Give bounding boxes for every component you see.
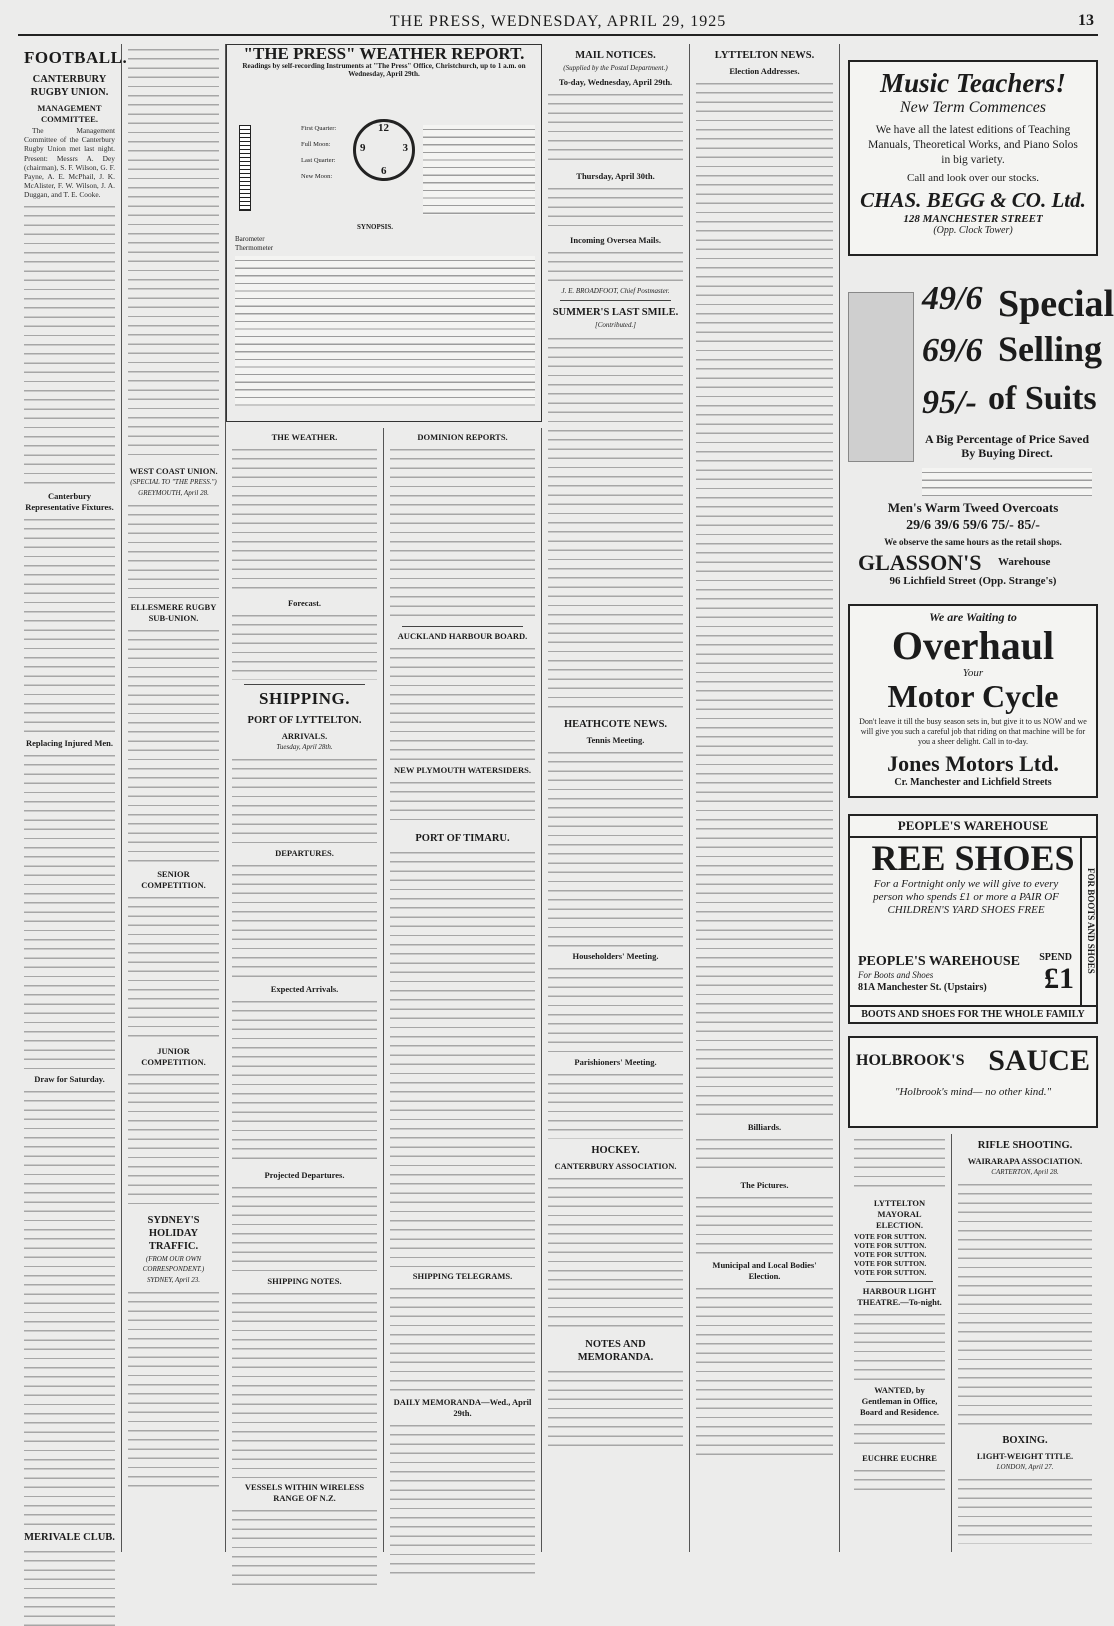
synopsis-title: SYNOPSIS. [357, 223, 393, 231]
moon-phases [301, 125, 347, 181]
article-body [24, 514, 115, 734]
vote-lines [854, 1232, 945, 1277]
shoes-amount: £1 [1044, 962, 1074, 995]
sydney-sub: (FROM OUR OWN CORRESPONDENT.) [142, 1255, 205, 1273]
vote-line: VOTE FOR SUTTON. [854, 1241, 927, 1250]
boxing-sub: LIGHT-WEIGHT TITLE. [976, 1451, 1074, 1462]
vote-line: VOTE FOR SUTTON. [854, 1259, 927, 1268]
shoes-side: FOR BOOTS AND SHOES [1080, 836, 1096, 1006]
peoples-warehouse-ad [848, 814, 1098, 1024]
wireless-heading: VESSELS WITHIN WIRELESS RANGE OF N.Z. [244, 1482, 365, 1504]
boxing-dateline: LONDON, April 27. [996, 1463, 1054, 1472]
classifieds-column [848, 1134, 952, 1552]
telegrams-body [390, 1283, 535, 1393]
article-body [128, 1069, 219, 1209]
new-plymouth-body [390, 777, 535, 827]
mail-incoming: Incoming Oversea Mails. [570, 235, 661, 246]
music-call: Call and look over our stocks. [907, 172, 1039, 184]
rifle-boxing-column [952, 1134, 1098, 1552]
weather-text [235, 256, 535, 406]
memoranda-body [390, 1420, 535, 1580]
weather-title: "THE PRESS" WEATHER REPORT. [243, 44, 525, 63]
municipal-body [696, 1283, 833, 1463]
departures-heading: DEPARTURES. [275, 848, 334, 859]
price-49: 49/6 [922, 280, 983, 317]
wind-dial [353, 119, 415, 181]
column-football [18, 44, 128, 1552]
jones-motors-ad [848, 604, 1098, 798]
west-coast-dateline: GREYMOUTH, April 28. [138, 489, 209, 498]
dial-3: 3 [402, 142, 408, 154]
glassons-addr: 96 Lichfield Street (Opp. Strange's) [889, 575, 1057, 587]
glassons-name: GLASSON'S [858, 550, 982, 575]
arrivals-body [232, 754, 377, 844]
wireless-body [232, 1505, 377, 1585]
barometer-label: Barometer [235, 235, 265, 243]
article-body [128, 625, 219, 865]
lyttelton-body [696, 78, 833, 1118]
sun-data [423, 125, 535, 215]
rifle-dateline: CARTERTON, April 28. [991, 1168, 1059, 1176]
masthead-title: THE PRESS, WEDNESDAY, APRIL 29, 1925 [389, 13, 727, 30]
tweed-overcoats: Men's Warm Tweed Overcoats [887, 500, 1059, 515]
column-football-2 [122, 44, 226, 1552]
hockey-sub: CANTERBURY ASSOCIATION. [554, 1160, 677, 1171]
classified-text [854, 1134, 945, 1194]
special-word: Special [998, 283, 1114, 325]
article-body [24, 1086, 115, 1526]
senior-heading: SENIOR COMPETITION. [141, 869, 206, 891]
merivale-heading: MERIVALE CLUB. [24, 1531, 115, 1543]
committee-heading: MANAGEMENT COMMITTEE. [37, 103, 102, 124]
parishioners-meeting: Parishioners' Meeting. [574, 1056, 657, 1067]
price-saved: A Big Percentage of Price Saved By Buying Direct. [924, 432, 1090, 460]
article-body [24, 750, 115, 1070]
projected-body [232, 1182, 377, 1272]
dominion-table [390, 444, 535, 622]
weather-readings [235, 235, 535, 415]
boxing-heading: BOXING. [1002, 1435, 1048, 1447]
port-lyttelton-heading: PORT OF LYTTELTON. [247, 715, 362, 726]
shoes-addr: 81A Manchester St. (Upstairs) [858, 982, 987, 993]
moto-cycle: Motor Cycle [887, 678, 1059, 714]
football-heading: FOOTBALL. [24, 48, 128, 67]
daily-memoranda-heading: DAILY MEMORANDA—Wed., April 29th. [393, 1397, 532, 1418]
mail-sub: (Supplied by the Postal Department.) [563, 64, 668, 72]
rifle-heading: RIFLE SHOOTING. [977, 1140, 1073, 1151]
heathcote-news-heading: HEATHCOTE NEWS. [563, 718, 668, 730]
shoes-spend: SPEND [1039, 952, 1072, 963]
moto-wait: We are Waiting to [929, 610, 1017, 624]
ellesmere-heading: ELLESMERE RUGBY SUB-UNION. [130, 602, 217, 624]
weather-report [226, 44, 542, 422]
football-subheading: CANTERBURY RUGBY UNION. [30, 74, 109, 98]
boxing-body [958, 1474, 1092, 1544]
moon-last: Last Quarter: [301, 157, 336, 164]
billiards-heading: Billiards. [747, 1122, 782, 1132]
moon-new: New Moon: [301, 173, 333, 180]
shipping-notes-body [232, 1288, 377, 1478]
sauce-brand: HOLBROOK'S [856, 1052, 965, 1069]
shoes-body: For a Fortnight only we will give to every person who spends £1 or more a PAIR OF CHILDREN'S YARD SHOES FREE [873, 878, 1059, 916]
pictures-heading: The Pictures. [740, 1180, 789, 1190]
mail-body [548, 89, 683, 167]
parishioners-body [548, 1069, 683, 1139]
article-body [128, 500, 219, 598]
householders-body [548, 963, 683, 1053]
glassons-warehouse: Warehouse [998, 556, 1051, 568]
weather-note: Readings by self-recording Instruments at "The Press" Office, Christchurch, up to 1 a.m. on Wednesday, April 29th. [242, 61, 526, 79]
music-addr: 128 MANCHESTER STREET [903, 213, 1043, 225]
wanted-text [854, 1419, 945, 1449]
lyttelton-news-heading: LYTTELTON NEWS. [714, 50, 815, 61]
auckland-body [390, 643, 535, 761]
thermometer-graphic [239, 125, 251, 211]
moon-full: Full Moon: [301, 141, 331, 148]
column-mail [542, 44, 690, 1552]
man-illustration [848, 292, 914, 462]
timaru-body [390, 847, 535, 1267]
shoes-firm: PEOPLE'S WAREHOUSE [858, 954, 1020, 969]
moto-body: Don't leave it till the busy season sets in, but give it to us NOW and we will give you such a careful job that riding on that machine will be for you a sheer delight. Call in to-day. [859, 717, 1087, 746]
shipping-notes-heading: SHIPPING NOTES. [267, 1276, 342, 1287]
moto-firm: Jones Motors Ltd. [887, 751, 1059, 776]
port-timaru-heading: PORT OF TIMARU. [415, 833, 510, 844]
thermometer-label: Thermometer [235, 243, 274, 252]
the-weather-heading: THE WEATHER. [271, 432, 338, 442]
same-hours: We observe the same hours as the retail shops. [884, 537, 1062, 547]
expected-heading: Expected Arrivals. [270, 984, 339, 995]
mail-today: To-day, Wednesday, April 29th. [558, 77, 673, 88]
billiards-body [696, 1134, 833, 1176]
dial-9: 9 [360, 142, 366, 154]
column-lyttelton [690, 44, 840, 1552]
column-dominion [384, 428, 542, 1552]
auckland-harbour-heading: AUCKLAND HARBOUR BOARD. [397, 631, 528, 641]
mail-notices-heading: MAIL NOTICES. [575, 50, 656, 61]
hockey-body [548, 1173, 683, 1333]
harbour-text [854, 1309, 945, 1381]
moto-overhaul: Overhaul [891, 623, 1055, 668]
moon-first: First Quarter: [301, 125, 337, 132]
rifle-body [958, 1179, 1092, 1429]
masthead [18, 10, 1098, 36]
contributed-note: [Contributed.] [594, 321, 637, 330]
sauce-word: SAUCE [988, 1044, 1090, 1077]
glassons-suits-ad [848, 262, 1114, 592]
dial-12: 12 [378, 122, 389, 134]
vote-line: VOTE FOR SUTTON. [854, 1268, 927, 1277]
west-coast-sub: (SPECIAL TO "THE PRESS.") [130, 478, 217, 486]
householders-meeting: Householders' Meeting. [572, 950, 659, 961]
tweed-prices: 29/6 39/6 59/6 75/- 85/- [906, 518, 1040, 533]
fixtures-heading: Canterbury Representative Fixtures. [25, 490, 114, 512]
injured-heading: Replacing Injured Men. [26, 737, 113, 748]
projected-heading: Projected Departures. [264, 1170, 345, 1181]
harbour-light-title: HARBOUR LIGHT THEATRE.—To-night. [857, 1286, 942, 1307]
notes-body [548, 1366, 683, 1446]
summer-body [548, 333, 683, 713]
expected-body [232, 996, 377, 1166]
dial-6: 6 [381, 165, 387, 178]
pictures-body [696, 1192, 833, 1256]
vote-line: VOTE FOR SUTTON. [854, 1250, 927, 1259]
west-coast-heading: WEST COAST UNION. [129, 466, 218, 476]
music-sub: New Term Commences [899, 99, 1047, 116]
music-body: We have all the latest editions of Teaching Manuals, Theoretical Works, and Piano Solos in big variety. [868, 124, 1078, 166]
rifle-sub: WAIRARAPA ASSOCIATION. [967, 1156, 1083, 1166]
hockey-heading: HOCKEY. [591, 1144, 640, 1156]
tennis-body [548, 747, 683, 947]
music-firm: CHAS. BEGG & CO. Ltd. [860, 188, 1086, 212]
shipping-heading: SHIPPING. [259, 689, 350, 708]
suits-small-text [922, 468, 1092, 496]
mail-body [548, 183, 683, 231]
municipal-heading: Municipal and Local Bodies' Election. [712, 1260, 817, 1281]
sydney-dateline: SYDNEY, April 23. [147, 1275, 200, 1284]
selling-word: Selling [998, 329, 1103, 369]
notes-memoranda-heading: NOTES AND MEMORANDA. [577, 1338, 654, 1363]
new-plymouth-heading: NEW PLYMOUTH WATERSIDERS. [394, 765, 531, 775]
shoes-firm2: For Boots and Shoes [858, 970, 934, 980]
shoes-free: REE SHOES [871, 838, 1075, 878]
draw-heading: Draw for Saturday. [34, 1073, 105, 1084]
football-lead: The Management Committee of the Canterbury Rugby Union met last night. Present: Messrs A. Dey (chairman), S. F. Wilson, G. F. Payne, A. E. McPhail, J. K. McAlister, F. W. Wilson, J. A. Duggan, and T. E. Cooke. [24, 126, 115, 200]
mail-signoff: J. E. BROADFOOT, Chief Postmaster. [561, 287, 670, 296]
of-suits: of Suits [988, 380, 1097, 417]
euchre-text [854, 1465, 945, 1495]
article-body [24, 1546, 115, 1626]
departures-body [232, 860, 377, 980]
sydney-heading: SYDNEY'S HOLIDAY TRAFFIC. [147, 1215, 200, 1253]
page-number: 13 [1078, 12, 1094, 29]
wanted-title: WANTED, by Gentleman in Office, Board and Residence. [859, 1385, 940, 1417]
price-95: 95/- [922, 384, 977, 421]
forecast-heading: Forecast. [287, 598, 322, 608]
shoes-top: PEOPLE'S WAREHOUSE [850, 816, 1096, 838]
price-69: 69/6 [922, 332, 983, 369]
article-body [128, 1287, 219, 1487]
music-addr2: (Opp. Clock Tower) [933, 225, 1013, 236]
euchre-title: EUCHRE EUCHRE [862, 1453, 937, 1463]
article-body [128, 892, 219, 1042]
summers-last-smile-heading: SUMMER'S LAST SMILE. [552, 307, 679, 319]
tennis-meeting: Tennis Meeting. [586, 734, 645, 745]
sauce-tagline: "Holbrook's mind— no other kind." [894, 1086, 1052, 1098]
music-title: Music Teachers! [880, 68, 1066, 98]
mail-body [548, 247, 683, 287]
arrivals-heading: ARRIVALS. [281, 731, 328, 741]
shipping-telegrams-heading: SHIPPING TELEGRAMS. [412, 1271, 513, 1281]
mail-thursday: Thursday, April 30th. [576, 171, 655, 182]
article-body [128, 44, 219, 462]
shoes-bottom: BOOTS AND SHOES FOR THE WHOLE FAMILY [850, 1005, 1096, 1022]
music-teachers-ad [848, 60, 1098, 256]
moto-addr: Cr. Manchester and Lichfield Streets [894, 777, 1052, 788]
junior-heading: JUNIOR COMPETITION. [141, 1046, 206, 1068]
election-title: LYTTELTON MAYORAL ELECTION. [873, 1198, 926, 1230]
forecast-body [232, 610, 377, 680]
dominion-reports-heading: DOMINION REPORTS. [417, 432, 508, 442]
column-weather-shipping [226, 428, 384, 1552]
weather-table [232, 444, 377, 594]
vote-line: VOTE FOR SUTTON. [854, 1232, 927, 1241]
arrivals-date: Tuesday, April 28th. [276, 743, 333, 751]
election-addresses: Election Addresses. [729, 66, 800, 76]
holbrooks-sauce-ad [848, 1036, 1098, 1128]
article-body [24, 201, 115, 487]
moto-your: Your [962, 667, 984, 679]
